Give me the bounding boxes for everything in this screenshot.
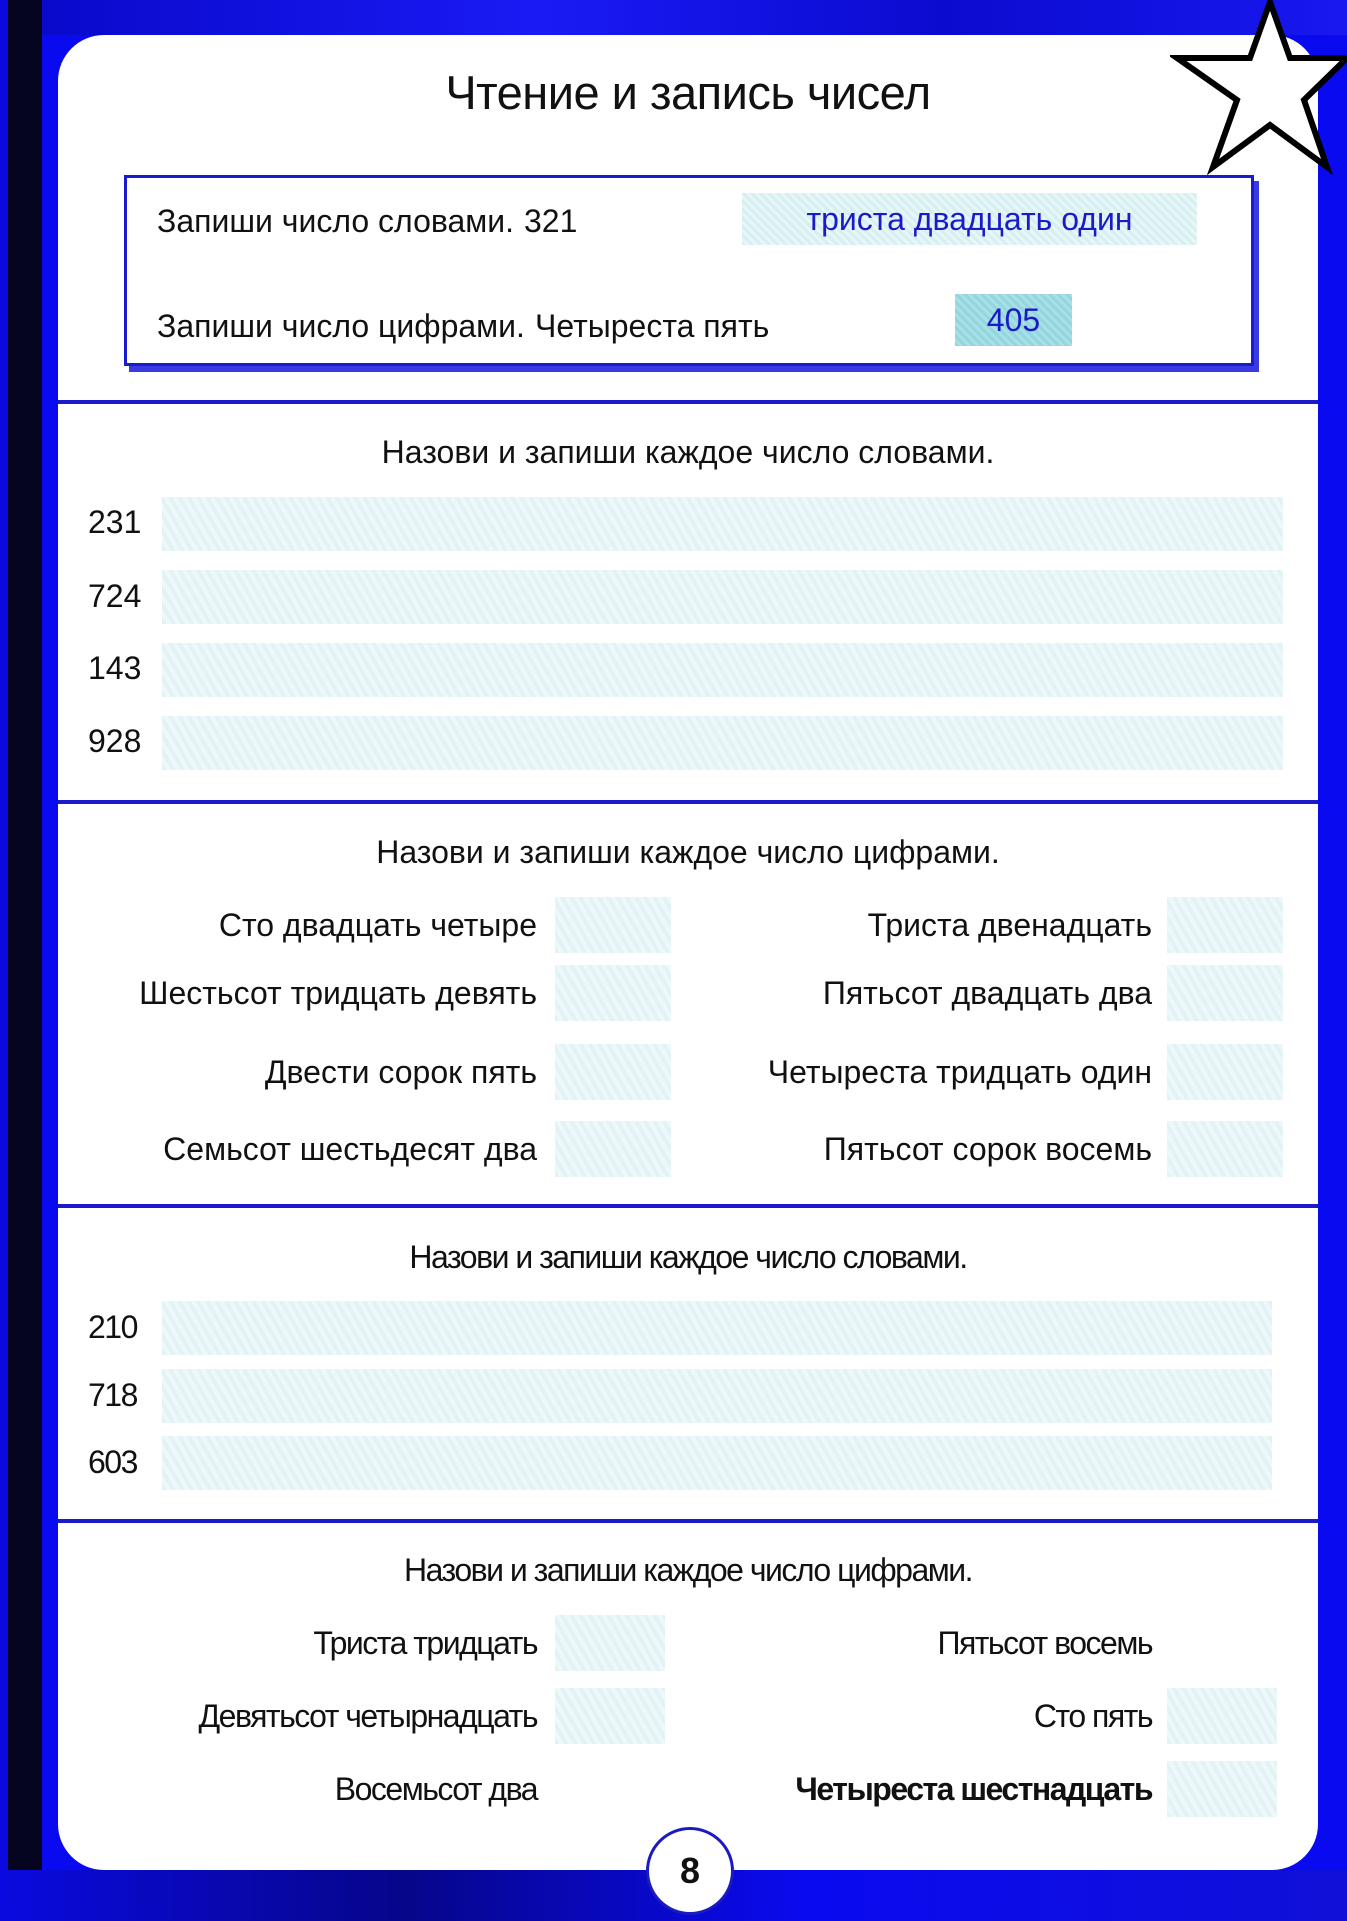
answer-cell[interactable]	[1167, 1761, 1277, 1817]
frame-top	[0, 0, 1347, 35]
example-answer-digits[interactable]: 405	[955, 294, 1072, 346]
section-divider	[58, 1519, 1318, 1523]
section-heading: Назови и запиши каждое число словами.	[381, 434, 995, 470]
example-instruction-words: Запиши число словами.	[157, 203, 515, 239]
section-heading: Назови и запиши каждое число цифрами.	[403, 1552, 972, 1588]
example-instruction-digits: Запиши число цифрами.	[157, 308, 525, 344]
number-label: 143	[88, 650, 142, 686]
answer-cell[interactable]	[555, 1121, 671, 1177]
answer-cell[interactable]	[1167, 965, 1283, 1021]
words-label: Пятьсот двадцать два	[822, 975, 1152, 1011]
section-divider	[58, 400, 1318, 404]
answer-cell[interactable]	[555, 897, 671, 953]
answer-strip[interactable]	[162, 1436, 1272, 1490]
words-label: Девятьсот четырнадцать	[198, 1698, 537, 1734]
answer-cell[interactable]	[555, 1688, 665, 1744]
worksheet-panel	[58, 35, 1318, 1870]
star-icon	[1170, 0, 1347, 175]
number-label: 724	[88, 578, 142, 614]
answer-cell[interactable]	[555, 965, 671, 1021]
section-heading: Назови и запиши каждое число словами.	[409, 1239, 967, 1275]
section-heading: Назови и запиши каждое число цифрами.	[376, 834, 1000, 870]
words-label: Четыреста шестнадцать	[795, 1771, 1152, 1807]
answer-cell[interactable]	[1167, 897, 1283, 953]
section-divider	[58, 1204, 1318, 1208]
words-label: Семьсот шестьдесят два	[163, 1131, 537, 1167]
words-label: Четыреста тридцать один	[767, 1054, 1152, 1090]
page-title: Чтение и запись чисел	[445, 66, 931, 119]
words-label: Пятьсот сорок восемь	[823, 1131, 1152, 1167]
words-label: Восемьсот два	[334, 1771, 537, 1807]
words-label: Двести сорок пять	[264, 1054, 537, 1090]
words-label: Пятьсот восемь	[937, 1625, 1152, 1661]
section-divider	[58, 800, 1318, 804]
answer-cell[interactable]	[1167, 1688, 1277, 1744]
words-label: Триста двенадцать	[867, 907, 1152, 943]
number-label: 231	[88, 504, 142, 540]
number-label: 210	[88, 1309, 137, 1345]
frame-left-edge	[0, 0, 8, 1921]
answer-strip[interactable]	[162, 716, 1283, 770]
words-label: Сто двадцать четыре	[218, 907, 537, 943]
answer-strip[interactable]	[162, 643, 1283, 697]
number-label: 718	[88, 1377, 137, 1413]
page-number-badge: 8	[646, 1827, 734, 1915]
example-answer-words[interactable]: триста двадцать один	[742, 193, 1197, 245]
answer-cell[interactable]	[1167, 1121, 1283, 1177]
number-label: 603	[88, 1444, 137, 1480]
answer-strip[interactable]	[162, 497, 1283, 551]
answer-cell[interactable]	[1167, 1044, 1283, 1100]
answer-strip[interactable]	[162, 1301, 1272, 1355]
answer-cell[interactable]	[555, 1615, 665, 1671]
example-box	[124, 175, 1254, 366]
example-given-words: Четыреста пять	[535, 308, 770, 344]
number-label: 928	[88, 723, 142, 759]
example-given-number: 321	[524, 203, 578, 239]
answer-cell[interactable]	[555, 1044, 671, 1100]
answer-strip[interactable]	[162, 570, 1283, 624]
answer-strip[interactable]	[162, 1369, 1272, 1423]
words-label: Триста тридцать	[313, 1625, 537, 1661]
frame-spine-band	[8, 0, 42, 1921]
words-label: Сто пять	[1033, 1698, 1152, 1734]
words-label: Шестьсот тридцать девять	[139, 975, 537, 1011]
